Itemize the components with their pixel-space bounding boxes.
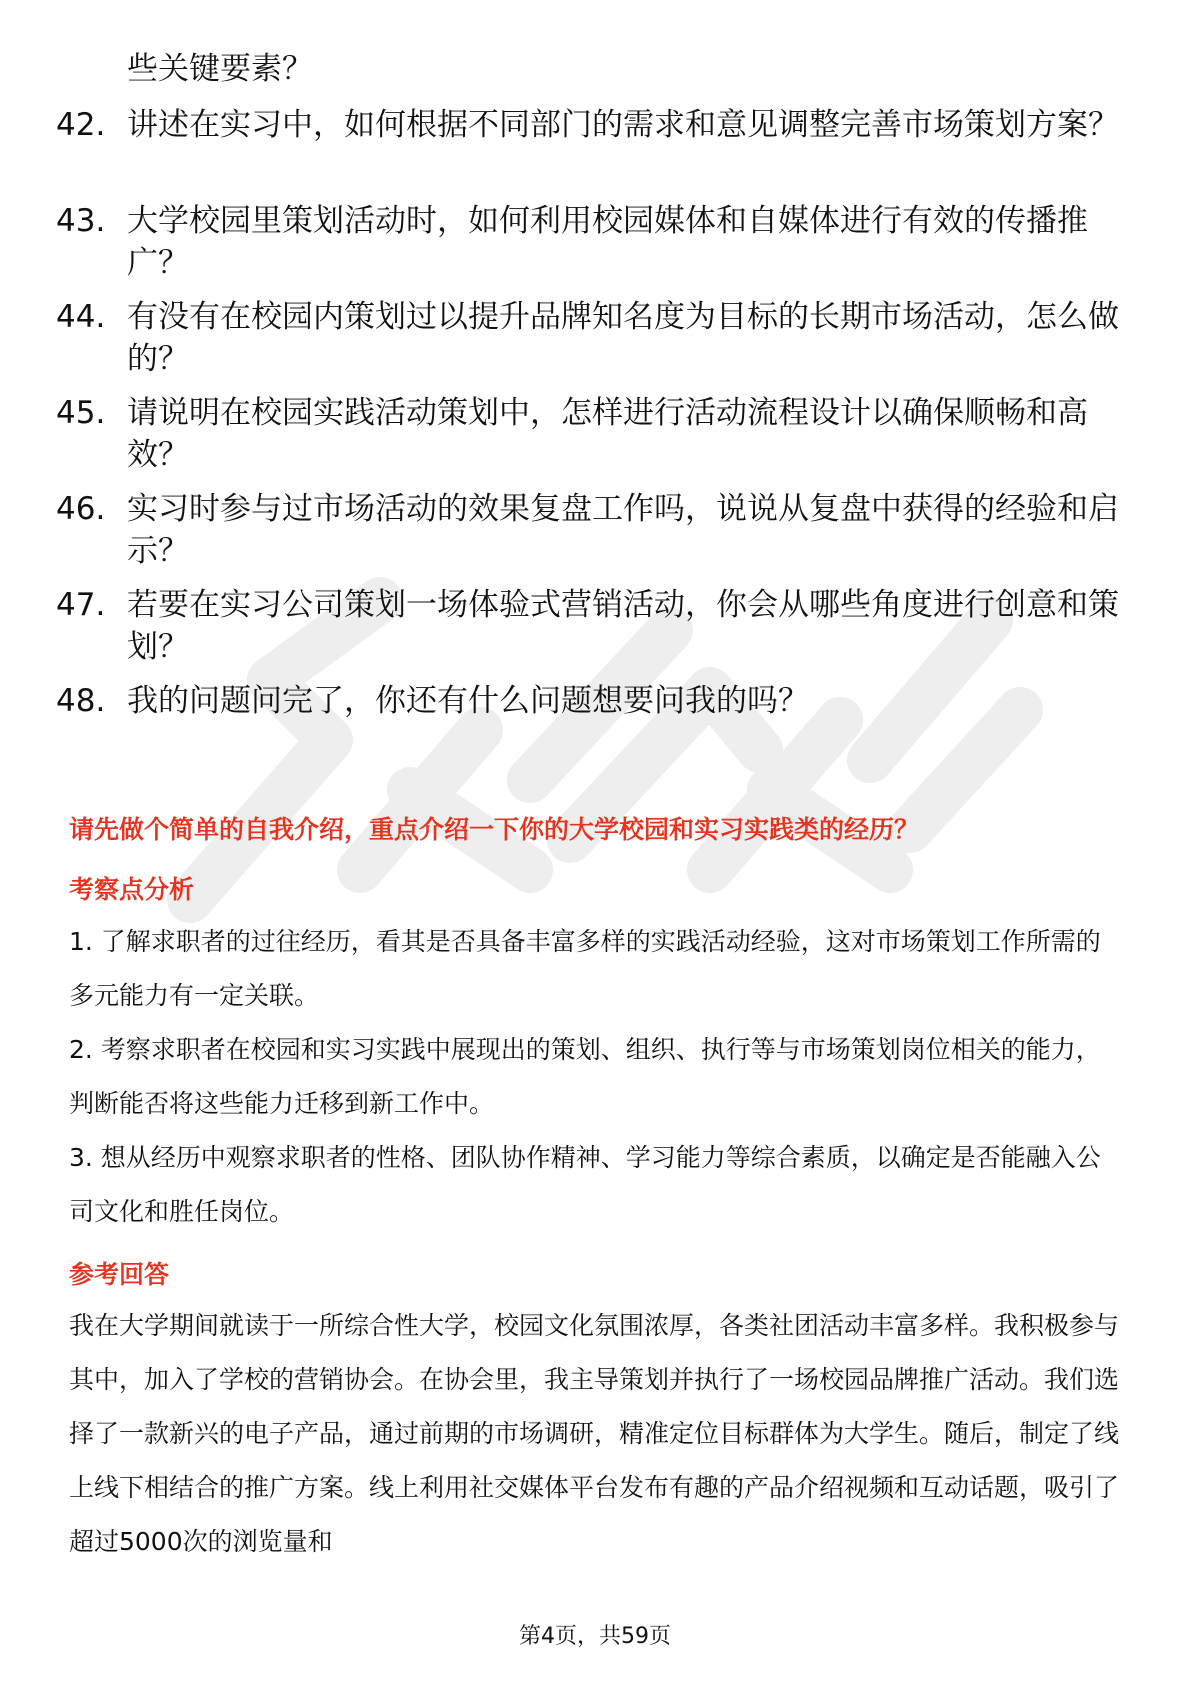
analysis-point: 2. 考察求职者在校园和实习实践中展现出的策划、组织、执行等与市场策划岗位相关的能力，判断能否将这些能力迁移到新工作中。 [69,1035,1101,1118]
question-text: 大学校园里策划活动时，如何利用校园媒体和自媒体进行有效的传播推广？ [127,203,1088,281]
page-footer: 第4页，共59页 [519,1624,671,1649]
question-number: 42. [56,107,106,143]
question-number: 45. [56,395,106,431]
question-number: 44. [56,299,106,335]
reference-answer: 我在大学期间就读于一所综合性大学，校园文化氛围浓厚，各类社团活动丰富多样。我积极参与其中，加入了学校的营销协会。在协会里，我主导策划并执行了一场校园品牌推广活动。我们选择了一款新兴的电子产品，通过前期的市场调研，精准定位目标群体为大学生。随后，制定了线上线下相结合的推广方案。线上利用社交媒体平台发布有趣的产品介绍视频和互动话题，吸引了超过5000次的浏览量和 [69,1311,1120,1556]
analysis-title: 考察点分析 [69,875,195,904]
question-number: 46. [56,491,106,527]
reference-title: 参考回答 [69,1260,170,1289]
question-continuation: 些关键要素？ [127,51,313,87]
question-text: 若要在实习公司策划一场体验式营销活动，你会从哪些角度进行创意和策划？ [127,587,1119,665]
question-text: 有没有在校园内策划过以提升品牌知名度为目标的长期市场活动，怎么做的？ [127,299,1119,377]
question-text: 讲述在实习中，如何根据不同部门的需求和意见调整完善市场策划方案？ [127,107,1119,143]
analysis-point: 1. 了解求职者的过往经历，看其是否具备丰富多样的实践活动经验，这对市场策划工作所需的多元能力有一定关联。 [69,927,1101,1010]
question-number: 47. [56,587,106,623]
question-text: 请说明在校园实践活动策划中，怎样进行活动流程设计以确保顺畅和高效？ [127,395,1088,473]
analysis-point: 3. 想从经历中观察求职者的性格、团队协作精神、学习能力等综合素质，以确定是否能融入公司文化和胜任岗位。 [69,1143,1101,1226]
main-question-heading: 请先做个简单的自我介绍，重点介绍一下你的大学校园和实习实践类的经历？ [69,815,920,844]
question-number: 43. [56,203,106,239]
question-text: 实习时参与过市场活动的效果复盘工作吗，说说从复盘中获得的经验和启示？ [127,491,1119,569]
question-number: 48. [56,683,106,719]
question-text: 我的问题问完了，你还有什么问题想要问我的吗？ [127,683,809,719]
